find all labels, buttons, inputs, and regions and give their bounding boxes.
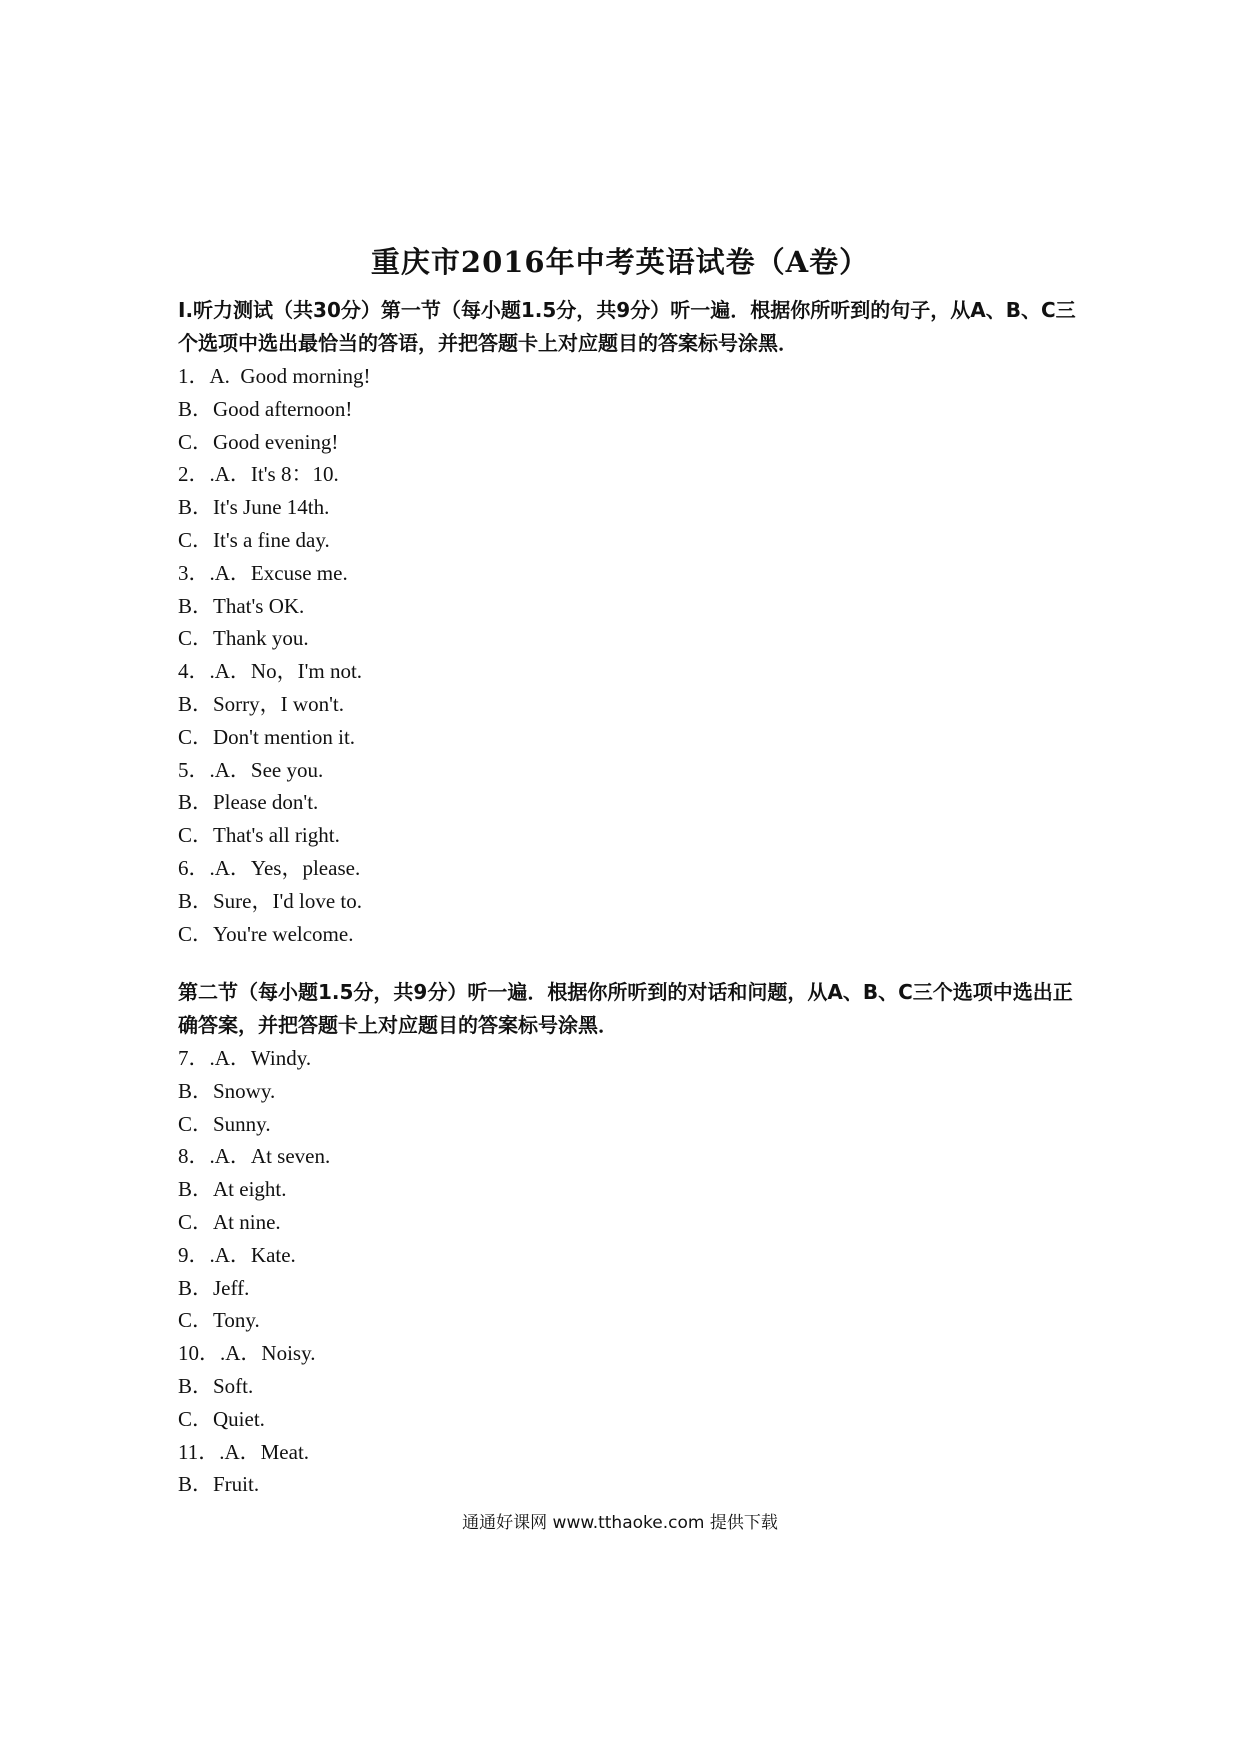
question-line: C．Tony. bbox=[178, 1308, 260, 1333]
question-line: 3．.A．Excuse me. bbox=[178, 560, 348, 585]
question-line: B．Snowy. bbox=[178, 1078, 276, 1103]
question-line: 5．.A．See you. bbox=[178, 757, 324, 782]
question-line: 4．.A．No，I'm not. bbox=[178, 659, 363, 684]
section1-question-list bbox=[178, 360, 371, 950]
page-footer: 通通好课网 www.tthaoke.com 提供下载 bbox=[462, 1513, 778, 1533]
question-line: C．You're welcome. bbox=[178, 921, 354, 946]
section1-instruction: I.听力测试（共30分）第一节（每小题1.5分，共9分）听一遍．根据你所听到的句子，从A、B、C三个选项中选出最恰当的答语，并把答题卡上对应题目的答案标号涂黑． bbox=[178, 298, 1076, 355]
question-line: C．Good evening! bbox=[178, 429, 339, 454]
question-line: B．Fruit. bbox=[178, 1472, 260, 1497]
page-title: 重庆市2016年中考英语试卷（A卷） bbox=[370, 245, 870, 279]
question-line: C．It's a fine day. bbox=[178, 527, 330, 552]
section2-instruction: 第二节（每小题1.5分，共9分）听一遍．根据你所听到的对话和问题，从A、B、C三个选项中选出正确答案，并把答题卡上对应题目的答案标号涂黑． bbox=[178, 980, 1073, 1037]
question-line: B．Jeff. bbox=[178, 1275, 250, 1300]
question-line: C．Thank you. bbox=[178, 626, 309, 651]
question-line: C．Sunny. bbox=[178, 1111, 271, 1136]
question-line: 2．.A．It's 8：10. bbox=[178, 462, 339, 487]
question-line: B．That's OK. bbox=[178, 593, 305, 618]
question-line: B．Good afternoon! bbox=[178, 396, 353, 421]
section2-question-list bbox=[178, 1042, 330, 1501]
question-line: 11．.A．Meat. bbox=[178, 1439, 310, 1464]
question-line: 7．.A．Windy. bbox=[178, 1046, 312, 1070]
question-line: B．It's June 14th. bbox=[178, 495, 330, 520]
question-line: B．Sure，I'd love to. bbox=[178, 888, 363, 913]
question-line: 8．.A．At seven. bbox=[178, 1144, 331, 1169]
question-line: B．At eight. bbox=[178, 1177, 287, 1202]
question-line: B．Sorry，I won't. bbox=[178, 691, 344, 716]
question-line: B．Soft. bbox=[178, 1373, 254, 1398]
question-line: 9．.A．Kate. bbox=[178, 1242, 296, 1267]
question-line: C．That's all right. bbox=[178, 823, 340, 848]
question-line: B．Please don't. bbox=[178, 790, 319, 815]
question-line: 10．.A．Noisy. bbox=[178, 1341, 316, 1366]
question-line: 6．.A．Yes，please. bbox=[178, 855, 361, 880]
question-line: C．Quiet. bbox=[178, 1406, 265, 1431]
question-line: C．Don't mention it. bbox=[178, 724, 356, 749]
question-line: C．At nine. bbox=[178, 1209, 281, 1234]
question-line: 1．A. Good morning! bbox=[178, 364, 371, 388]
